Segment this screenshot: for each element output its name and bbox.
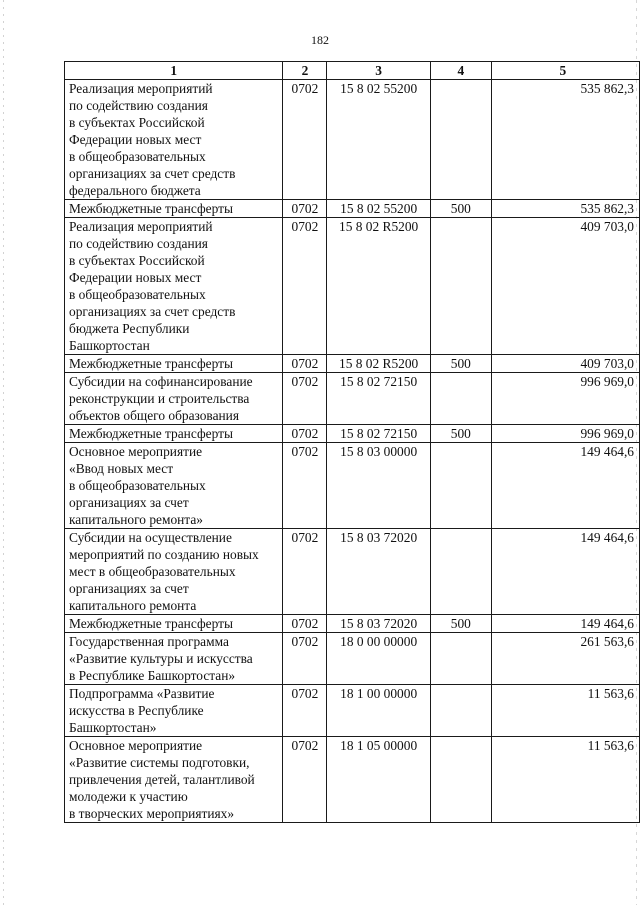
row-target: 15 8 02 55200	[327, 200, 430, 218]
row-target: 15 8 02 55200	[327, 80, 430, 200]
header-col-2: 2	[283, 62, 327, 80]
table-row	[65, 425, 640, 443]
row-section: 0702	[283, 443, 327, 529]
row-section: 0702	[283, 685, 327, 737]
row-name: Межбюджетные трансферты	[65, 200, 283, 218]
row-name: Государственная программа «Развитие культуры и искусства в Республике Башкортостан»	[65, 633, 283, 685]
table-row	[65, 355, 640, 373]
row-amount: 535 862,3	[491, 200, 639, 218]
row-section: 0702	[283, 200, 327, 218]
budget-table	[64, 61, 640, 823]
table-header-row	[65, 62, 640, 80]
table-row	[65, 218, 640, 355]
row-name: Реализация мероприятий по содействию создания в субъектах Российской Федерации новых мест в общеобразовательных организациях за счет средств федерального бюджета	[65, 80, 283, 200]
page-number: 182	[311, 33, 329, 47]
row-vr	[430, 685, 491, 737]
row-section: 0702	[283, 737, 327, 823]
row-vr	[430, 443, 491, 529]
row-vr: 500	[430, 425, 491, 443]
row-amount: 996 969,0	[491, 373, 639, 425]
table-row	[65, 529, 640, 615]
table-row	[65, 737, 640, 823]
row-target: 15 8 03 00000	[327, 443, 430, 529]
header-col-5: 5	[491, 62, 639, 80]
row-name: Межбюджетные трансферты	[65, 425, 283, 443]
row-amount: 261 563,6	[491, 633, 639, 685]
row-section: 0702	[283, 355, 327, 373]
scan-edge-left	[3, 0, 4, 905]
row-target: 15 8 03 72020	[327, 615, 430, 633]
row-vr: 500	[430, 200, 491, 218]
row-name: Подпрограмма «Развитие искусства в Республике Башкортостан»	[65, 685, 283, 737]
row-section: 0702	[283, 425, 327, 443]
row-amount: 409 703,0	[491, 218, 639, 355]
table-row	[65, 633, 640, 685]
row-name: Межбюджетные трансферты	[65, 355, 283, 373]
row-amount: 149 464,6	[491, 443, 639, 529]
table-row	[65, 200, 640, 218]
row-amount: 996 969,0	[491, 425, 639, 443]
table-row	[65, 80, 640, 200]
row-vr	[430, 633, 491, 685]
row-vr	[430, 80, 491, 200]
row-section: 0702	[283, 80, 327, 200]
row-section: 0702	[283, 615, 327, 633]
header-col-4: 4	[430, 62, 491, 80]
row-target: 15 8 02 R5200	[327, 355, 430, 373]
row-vr	[430, 373, 491, 425]
row-section: 0702	[283, 529, 327, 615]
row-amount: 11 563,6	[491, 737, 639, 823]
row-vr	[430, 737, 491, 823]
header-col-3: 3	[327, 62, 430, 80]
header-col-1: 1	[65, 62, 283, 80]
row-amount: 409 703,0	[491, 355, 639, 373]
row-name: Субсидии на софинансирование реконструкции и строительства объектов общего образования	[65, 373, 283, 425]
row-amount: 149 464,6	[491, 615, 639, 633]
row-target: 18 1 05 00000	[327, 737, 430, 823]
row-target: 18 0 00 00000	[327, 633, 430, 685]
row-target: 18 1 00 00000	[327, 685, 430, 737]
row-vr	[430, 218, 491, 355]
row-name: Реализация мероприятий по содействию создания в субъектах Российской Федерации новых мест в общеобразовательных организациях за счет средств бюджета Республики Башкортостан	[65, 218, 283, 355]
row-target: 15 8 02 72150	[327, 425, 430, 443]
row-amount: 149 464,6	[491, 529, 639, 615]
row-name: Основное мероприятие «Развитие системы подготовки, привлечения детей, талантливой молодежи к участию в творческих мероприятиях»	[65, 737, 283, 823]
table-row	[65, 615, 640, 633]
row-section: 0702	[283, 633, 327, 685]
row-name: Основное мероприятие «Ввод новых мест в общеобразовательных организациях за счет капитального ремонта»	[65, 443, 283, 529]
table-row	[65, 443, 640, 529]
table-row	[65, 373, 640, 425]
row-target: 15 8 03 72020	[327, 529, 430, 615]
row-amount: 11 563,6	[491, 685, 639, 737]
row-target: 15 8 02 72150	[327, 373, 430, 425]
row-target: 15 8 02 R5200	[327, 218, 430, 355]
row-section: 0702	[283, 373, 327, 425]
row-amount: 535 862,3	[491, 80, 639, 200]
row-name: Субсидии на осуществление мероприятий по созданию новых мест в общеобразовательных организациях за счет капитального ремонта	[65, 529, 283, 615]
row-name: Межбюджетные трансферты	[65, 615, 283, 633]
row-vr	[430, 529, 491, 615]
row-section: 0702	[283, 218, 327, 355]
table-row	[65, 685, 640, 737]
row-vr: 500	[430, 615, 491, 633]
row-vr: 500	[430, 355, 491, 373]
